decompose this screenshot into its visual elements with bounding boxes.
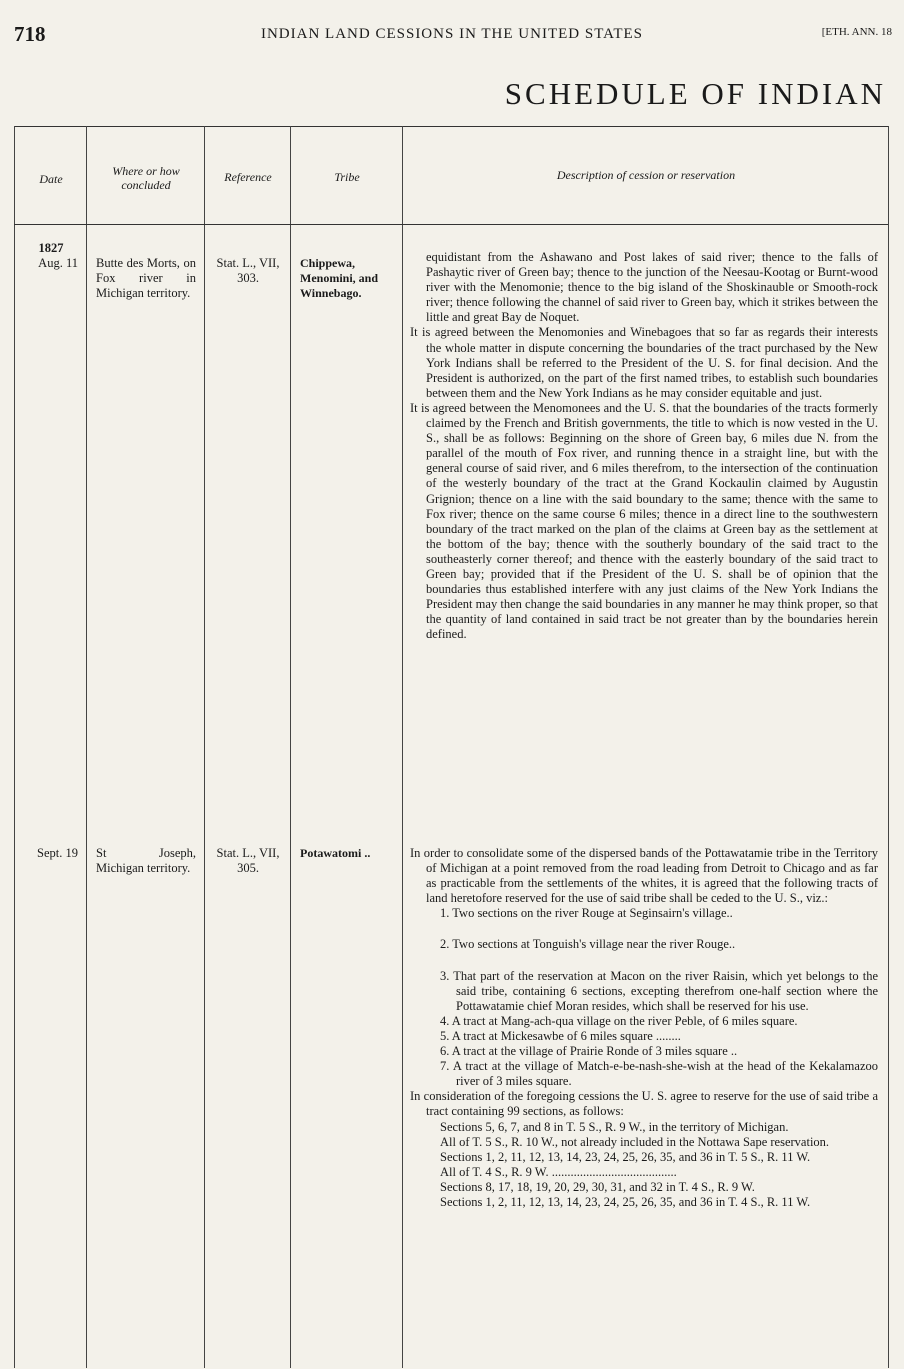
row1-date: Aug. 11: [38, 256, 78, 270]
row2-item-1: 1. Two sections on the river Rouge at Seginsairn's village..: [440, 906, 733, 921]
column-header-description: Description of cession or reservation: [556, 168, 736, 182]
column-rule-1: [86, 126, 87, 1368]
page-number: 718: [14, 22, 46, 46]
running-right: [ETH. ANN. 18: [821, 26, 892, 38]
column-header-where: Where or how concluded: [112, 164, 180, 192]
row2-description: [410, 846, 878, 1210]
column-rule-4: [402, 126, 403, 1368]
running-title: INDIAN LAND CESSIONS IN THE UNITED STATES: [260, 26, 643, 42]
row2-reference: Stat. L., VII, 305.: [216, 846, 280, 875]
row1-description-p2: It is agreed between the Menomonies and Winebagoes that so far as regards their interests the whole matter in dispute concerning the boundaries of the tract purchased by the New York Indians shall be referred to the President of the U. S. for final decision. And the President is authorized, on the part of the first named tribes, to establish such boundaries between them and the New York Indians as he may consider equitable and just.: [410, 325, 878, 400]
column-header-reference: Reference: [224, 170, 272, 184]
row2-section-4: All of T. 4 S., R. 9 W. ........................................: [440, 1164, 677, 1179]
row2-item-3: 3. That part of the reservation at Macon on the river Raisin, which yet belongs to the said tribe, containing 6 sections, excepting therefrom one-half section where the Pottawatamie chief Moran resides, which shall be reserved for his use.: [440, 968, 878, 1013]
row2-item-6: 6. A tract at the village of Prairie Ronde of 3 miles square ..: [440, 1044, 738, 1059]
row2-intro: In order to consolidate some of the dispersed bands of the Pottawatamie tribe in the Territory of Michigan at a point removed from the road leading from Detroit to Chicago and as far as practicable from the settlements of the whites, it is agreed that the following tracts of land heretofore reserved for the use of said tribe shall be ceded to the U. S., viz.:: [410, 846, 878, 906]
column-rule-3: [290, 126, 291, 1368]
page-header: [0, 0, 904, 70]
row2-item-5: 5. A tract at Mickesawbe of 6 miles square ........: [440, 1028, 681, 1043]
header-divider: [14, 224, 888, 225]
row2-consideration: In consideration of the foregoing cessions the U. S. agree to reserve for the use of said tribe a tract containing 99 sections, as follows:: [410, 1089, 878, 1119]
row2-tribe: Potawatomi ..: [300, 846, 371, 860]
row1-description-p1: equidistant from the Ashawano and Post lakes of said river; thence to the falls of Pashaytic river of Green bay; thence to the junction of the Neesau-Kootag or Burnt-wood river with the Menomonie; thence to the big island of the Shoskinauble or Smooth-rock river; thence following the channel of said river to Green bay, which it strikes between the little and great Bay de Noquet.: [426, 250, 878, 325]
row2-date: Sept. 19: [37, 846, 78, 860]
table-rule-right: [888, 126, 889, 1368]
row2-section-3: Sections 1, 2, 11, 12, 13, 14, 23, 24, 25, 26, 35, and 36 in T. 5 S., R. 11 W.: [440, 1149, 811, 1164]
row2-item-7: 7. A tract at the village of Match-e-be-nash-she-wish at the head of the Kekalamazoo river of 3 miles square.: [440, 1059, 878, 1089]
row2-item-2: 2. Two sections at Tonguish's village near the river Rouge..: [440, 937, 736, 952]
row2-section-6: Sections 1, 2, 11, 12, 13, 14, 23, 24, 25, 26, 35, and 36 in T. 4 S., R. 11 W.: [440, 1194, 811, 1209]
column-header-date: Date: [39, 172, 63, 186]
row2-section-1: Sections 5, 6, 7, and 8 in T. 5 S., R. 9 W., in the territory of Michigan.: [440, 1119, 789, 1134]
schedule-title: SCHEDULE OF INDIAN: [504, 76, 886, 111]
row1-description-p3: It is agreed between the Menomonees and the U. S. that the boundaries of the tracts formerly claimed by the French and British governments, the title to which is now vested in the U. S., shall be as follows: Beginning on the shore of Green bay, 6 miles due N. from the parallel of the mouth of Fox river, and running thence in a straight line, but with the general course of said river, and 6 miles therefrom, to the intersection of the continuation of the westerly boundary of the tract at the Grand Kockaulin claimed by Augustin Grignion; thence on a line with the said boundary to the same; thence with the same to Fox river; thence on the same course 6 miles; thence in a direct line to the southwestern boundary of the tract marked on the plan of the claims at Green bay as the settlement at the bottom of the bay; thence with the southerly boundary of the said tract to the southeasterly corner thereof; and thence with the easterly boundary of the said tract to Green bay; provided that if the President of the U. S. shall be of opinion that the boundaries thus established interfere with any just claims of the New York Indians the President may then change the said boundaries in any manner he may think proper, so that the quantity of land contained in said tract be not greater than by the boundaries herein defined.: [410, 400, 878, 642]
row1-year: 1827: [38, 241, 64, 255]
column-header-tribe: Tribe: [334, 170, 360, 184]
table-rule-left: [14, 126, 15, 1368]
row1-reference: Stat. L., VII, 303.: [216, 256, 280, 285]
row2-where: St Joseph, Michigan territory.: [96, 846, 196, 875]
row2-section-2: All of T. 5 S., R. 10 W., not already included in the Nottawa Sape reservation.: [440, 1134, 830, 1149]
row2-item-4: 4. A tract at Mang-ach-qua village on the river Peble, of 6 miles square.: [440, 1013, 798, 1028]
row1-description: [410, 250, 878, 642]
row1-where: Butte des Morts, on Fox river in Michigan territory.: [96, 256, 196, 300]
row2-section-5: Sections 8, 17, 18, 19, 20, 29, 30, 31, and 32 in T. 4 S., R. 9 W.: [440, 1179, 755, 1194]
column-rule-2: [204, 126, 205, 1368]
row1-tribe: Chippewa, Menomini, and Winnebago.: [300, 256, 379, 300]
